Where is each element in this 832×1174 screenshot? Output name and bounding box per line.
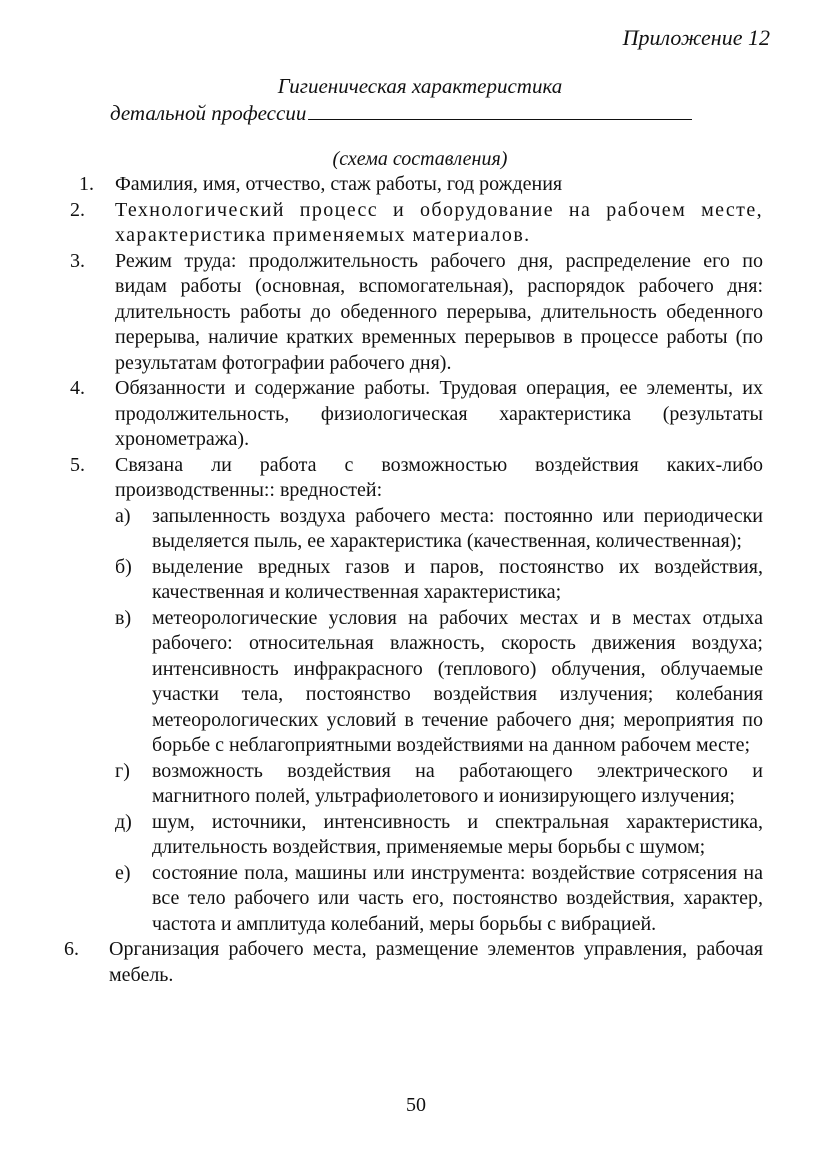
sub-item-text: шум, источники, интенсивность и спектральная характеристика, длительность воздействия, применяемые меры борьбы с шумом; bbox=[152, 810, 763, 858]
sub-item-letter: а) bbox=[115, 504, 131, 527]
item-text: Технологический процесс и оборудование на рабочем месте, характеристика применяемых материалов. bbox=[115, 198, 763, 246]
sub-list-item bbox=[115, 606, 763, 759]
item-text: Организация рабочего места, размещение элементов управления, рабочая мебель. bbox=[109, 938, 763, 986]
sub-list-item bbox=[115, 810, 763, 861]
scheme-note: (схема составления) bbox=[332, 148, 508, 170]
list-item bbox=[70, 249, 763, 377]
document-title-line2 bbox=[110, 100, 692, 127]
item-number: 3. bbox=[70, 249, 85, 272]
item-text: Связана ли работа с возможностью воздействия каких-либо производственны:: вредностей: bbox=[115, 453, 763, 501]
item-number: 4. bbox=[70, 377, 85, 399]
item-number: 1. bbox=[79, 173, 94, 195]
sub-item-letter: д) bbox=[115, 810, 132, 833]
list-item bbox=[70, 198, 763, 249]
sub-list-item bbox=[115, 555, 763, 606]
sub-list-item bbox=[115, 861, 763, 938]
appendix-label: Приложение 12 bbox=[622, 25, 770, 50]
blank-underline bbox=[308, 101, 692, 120]
sub-item-letter: в) bbox=[115, 606, 132, 629]
sub-item-text: метеорологические условия на рабочих местах и в местах отдыха рабочего: относительная влажность, скорость движения воздуха; интенсивность инфракрасного (теплового) облучения, облучаемые участки тела, постоянство воздействия излучения; колебания метеорологических условий в течение рабочего дня; мероприятия по борьбе с неблагоприятными воздействиями на данном рабочем месте; bbox=[152, 606, 763, 756]
sub-item-text: выделение вредных газов и паров, постоянство их воздействия, качественная и количественная характеристика; bbox=[152, 555, 763, 603]
list-item bbox=[64, 937, 763, 988]
list-item bbox=[70, 376, 763, 453]
document-title-line1: Гигиеническая характеристика bbox=[277, 74, 563, 98]
sub-item-text: возможность воздействия на работающего электрического и магнитного полей, ультрафиолетового и ионизирующего излучения; bbox=[152, 759, 763, 807]
item-number: 2. bbox=[70, 198, 85, 221]
sub-item-letter: б) bbox=[115, 555, 132, 578]
sub-item-letter: е) bbox=[115, 861, 131, 884]
numbered-list bbox=[64, 172, 763, 988]
item-number: 6. bbox=[64, 938, 79, 960]
sub-item-text: запыленность воздуха рабочего места: постоянно или периодически выделяется пыль, ее характеристика (качественная, количественная); bbox=[152, 504, 763, 552]
sub-list-item bbox=[115, 504, 763, 555]
page-number: 50 bbox=[406, 1094, 426, 1116]
title-line2-text: детальной профессии bbox=[110, 101, 307, 125]
sub-list-item bbox=[115, 759, 763, 810]
item-text: Режим труда: продолжительность рабочего дня, распределение его по видам работы (основная, вспомогательная), распорядок рабочего дня: длительность работы до обеденного перерыва, длительность обеденного перерыва, наличие кратких временных перерывов в процессе работы (по результатам фотографии рабочего дня). bbox=[115, 249, 763, 374]
sub-item-text: состояние пола, машины или инструмента: воздействие сотрясения на все тело рабочего или часть его, постоянство воздействия, характер, частота и амплитуда колебаний, меры борьбы с вибрацией. bbox=[152, 861, 763, 935]
item-text: Обязанности и содержание работы. Трудовая операция, ее элементы, их продолжительность, физиологическая характеристика (результаты хронометража). bbox=[115, 377, 763, 450]
item-number: 5. bbox=[70, 453, 85, 476]
item-body bbox=[115, 453, 763, 938]
sub-item-letter: г) bbox=[115, 759, 130, 782]
list-item bbox=[70, 172, 763, 198]
list-item bbox=[70, 453, 763, 938]
item-text: Фамилия, имя, отчество, стаж работы, год рождения bbox=[115, 173, 563, 195]
